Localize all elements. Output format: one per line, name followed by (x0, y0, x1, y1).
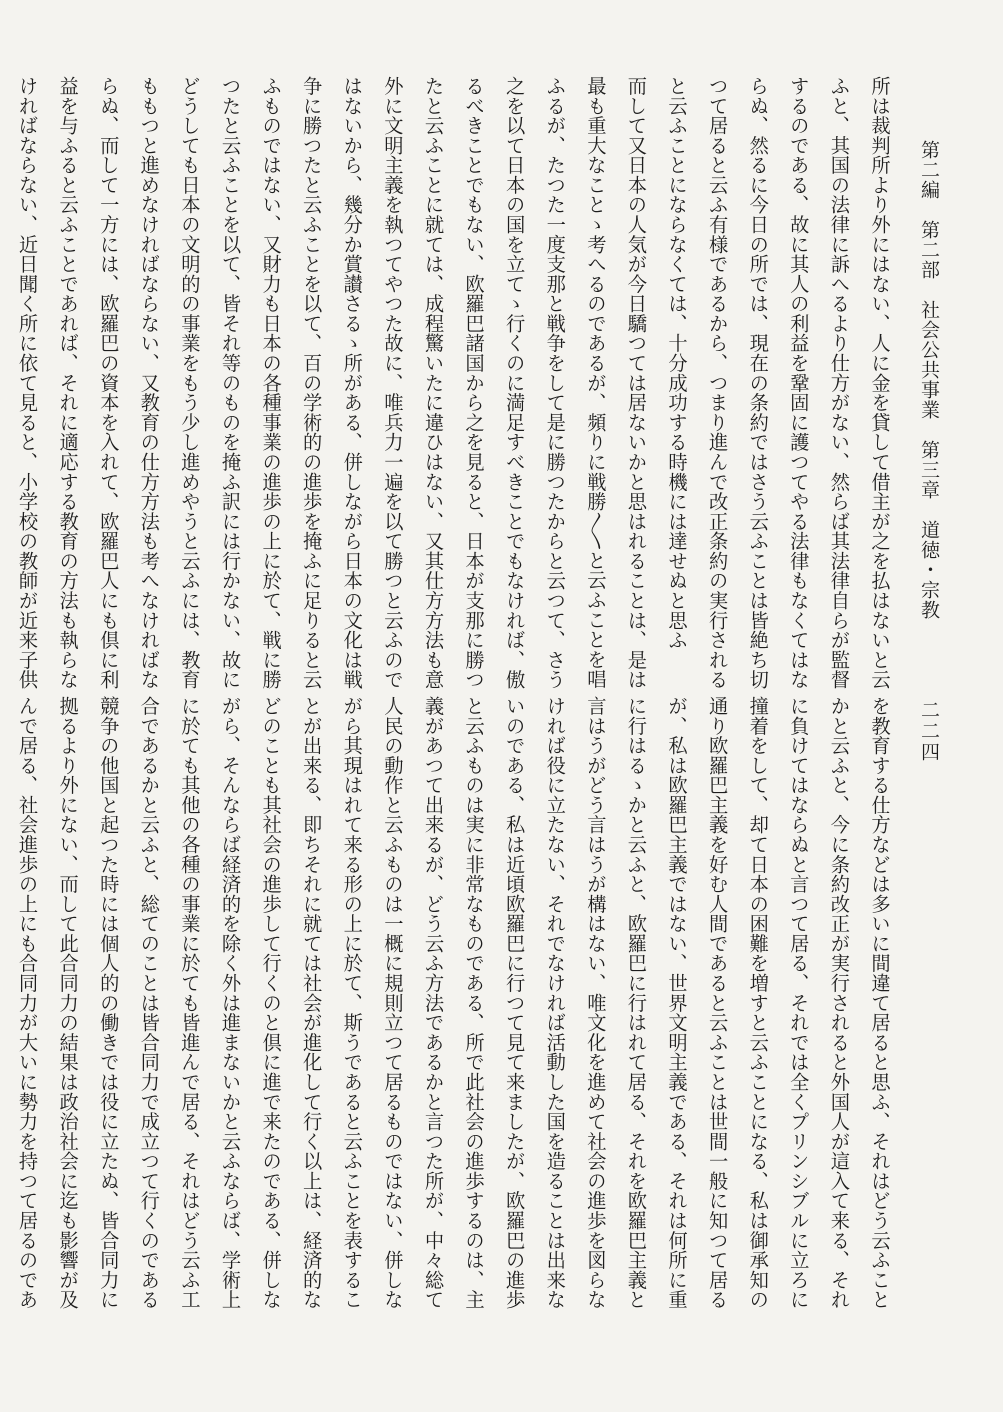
text-line: を教育する仕方などは多いに間違て居ると思ふ、それはどう云ふこと (868, 696, 891, 1310)
running-header: 第二編 第二部 社会公共事業 第三章 道徳・宗教 (918, 140, 940, 620)
text-line: 言はうがどう言はうが構はない、唯文化を進めて社会の進歩を図らな (583, 696, 607, 1310)
text-line: 而して又日本の人気が今日驕つては居ないかと思はれることは、是は (624, 76, 648, 690)
text-line: どうしても日本の文明的の事業をもう少し進めやうと云ふには、教育 (177, 76, 201, 690)
text-line: 最も重大なことゝ考へるのであるが、頻りに戦勝〳〵と云ふことを唱 (583, 76, 607, 689)
text-line: どのことも其社会の進歩して行くのと倶に進で来たのである、併しな (259, 696, 283, 1310)
text-line: 人民の動作と云ふものは一概に規則立つて居るものではない、併しな (380, 696, 404, 1310)
text-line: がら其現はれて来る形の上に於て、斯うであると云ふことを表するこ (340, 696, 364, 1310)
text-line: るべきことでもない、欧羅巴諸国から之を見ると、日本が支那に勝つ (462, 76, 486, 690)
text-line: かと云ふと、今に条約改正が実行されると外国人が這入て来る、それ (827, 696, 851, 1310)
text-line: 義があつて出来るが、どう云ふ方法であるかと言つた所が、中々総て (421, 696, 445, 1310)
text-line: に於ても其他の各種の事業に於ても皆進んで居る、それはどう云ふ工 (177, 696, 201, 1310)
text-line: ふるが、たつた一度支那と戦争をして是に勝つたからと云つて、さう (543, 76, 567, 690)
text-line: と云ふものは実に非常なものである、所で此社会の進歩するのは、主 (462, 696, 486, 1310)
text-line: 外に文明主義を執つてやつた故に、唯兵力一遍を以て勝つと云ふので (380, 76, 404, 690)
page-number: 二二四 (918, 700, 940, 763)
text-line: 争に勝つたと云ふことを以て、百の学術的の進歩を掩ふに足りると云 (299, 76, 323, 690)
text-line: と云ふことにならなくては、十分成功する時機には達せぬと思ふ (665, 76, 689, 650)
text-line: ふものではない、又財力も日本の各種事業の進歩の上に於て、戦に勝 (259, 76, 283, 690)
text-line: 通り欧羅巴主義を好む人間であると云ふことは世間一般に知つて居る (705, 696, 729, 1310)
text-line: 益を与ふると云ふことであれば、それに適応する教育の方法も執らな (56, 76, 80, 690)
text-line: がら、そんならば経済的を除く外は進まないかと云ふならば、学術上 (218, 696, 242, 1310)
text-line: ければ役に立たない、それでなければ活動した国を造ることは出来な (543, 696, 567, 1310)
text-line: 撞着をして、却て日本の困難を増すと云ふことになる、私は御承知の (746, 696, 770, 1310)
text-line: たと云ふことに就ては、成程驚いたに違ひはない、又其仕方方法も意 (421, 76, 445, 690)
text-line: らぬ、而して一方には、欧羅巴の資本を入れて、欧羅巴人にも倶に利 (96, 76, 120, 690)
text-line: ももつと進めなければならない、又教育の仕方方法も考へなければな (137, 76, 161, 690)
text-line: んで居る、社会進歩の上にも合同力が大いに勢力を持つて居るのであ (15, 696, 39, 1310)
text-line: ふと、其国の法律に訴へるより仕方がない、然らば其法律自らが監督 (827, 76, 851, 690)
text-line: 之を以て日本の国を立てゝ行くのに満足すべきことでもなければ、傲 (502, 76, 526, 690)
text-line: とが出来る、即ちそれに就ては社会が進化して行く以上は、経済的な (299, 696, 323, 1310)
text-block-top (15, 76, 899, 690)
text-line: 競争の他国と起つた時には個人的の働きでは役に立たぬ、皆合同力に (96, 696, 120, 1310)
text-line: に負けてはならぬと言つて居る、それでは全くプリンシブルに立ろに (786, 696, 810, 1310)
text-line: ければならない、近日聞く所に依て見ると、小学校の教師が近来子供 (15, 76, 39, 690)
text-line: 所は裁判所より外にはない、人に金を貸して借主が之を払はないと云 (868, 76, 891, 690)
text-line: つたと云ふことを以て、皆それ等のものを掩ふ訳には行かない、故に (218, 76, 242, 690)
text-line: するのである、故に其人の利益を鞏固に護つてやる法律もなくてはな (786, 76, 810, 690)
text-line: が、私は欧羅巴主義ではない、世界文明主義である、それは何所に重 (665, 696, 689, 1310)
text-block-bottom (15, 696, 899, 1312)
text-line: いのである、私は近頃欧羅巴に行つて見て来ましたが、欧羅巴の進歩 (502, 696, 526, 1310)
text-line: はないから、幾分か賞讃さるゝ所がある、併しながら日本の文化は戦 (340, 76, 364, 690)
text-line: に行はるゝかと云ふと、欧羅巴に行はれて居る、それを欧羅巴主義と (624, 696, 648, 1310)
text-line: 拠るより外にない、而して此合同力の結果は政治社会に迄も影響が及 (56, 696, 80, 1310)
text-line: らぬ、然るに今日の所では、現在の条約ではさう云ふことは皆絶ち切 (746, 76, 770, 690)
text-line: つて居ると云ふ有様であるから、つまり進んで改正条約の実行される (705, 76, 729, 690)
text-line: 合であるかと云ふと、総てのことは皆合同力で成立つて行くのである (137, 696, 161, 1310)
